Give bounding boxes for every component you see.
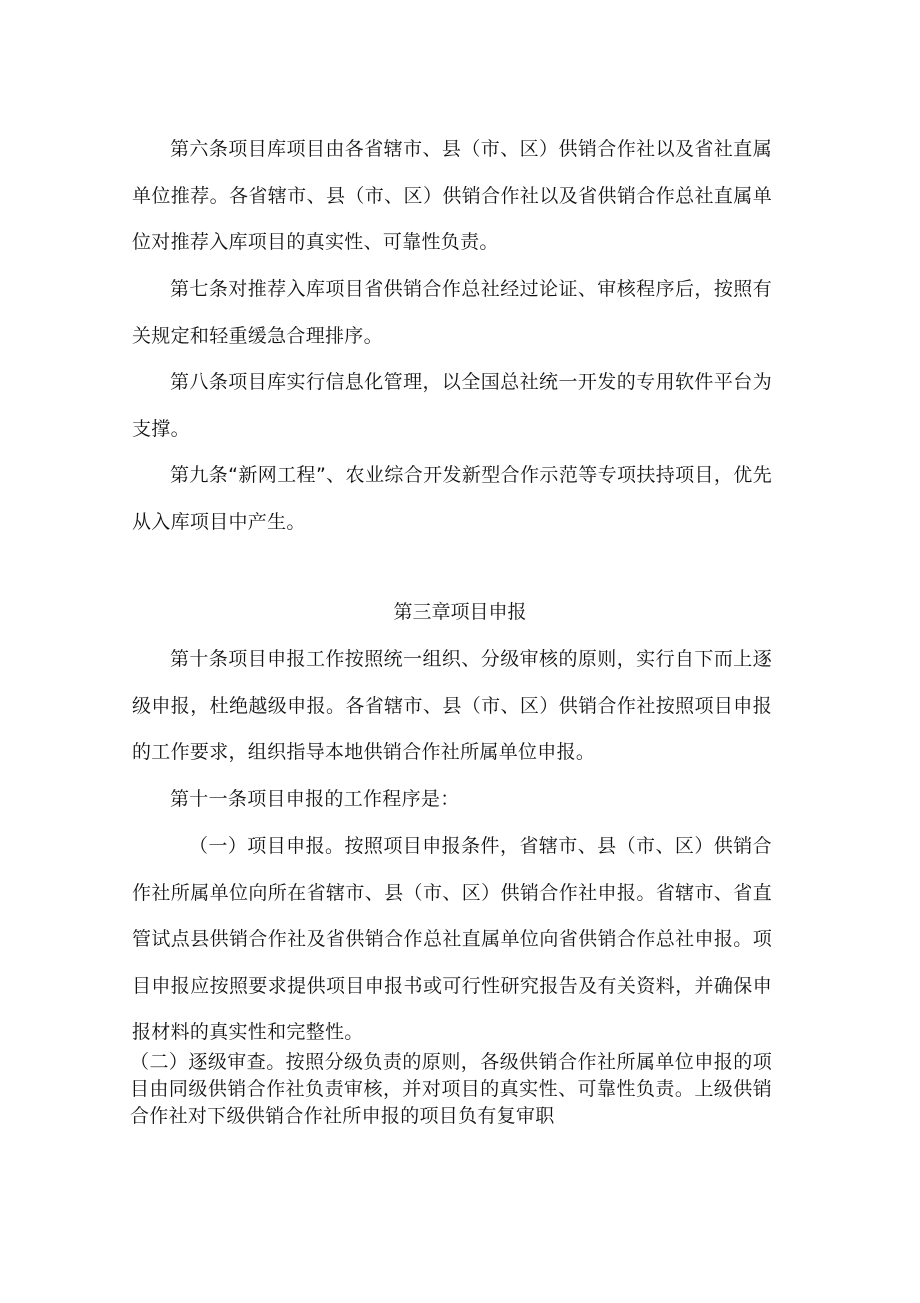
article-6: 第六条项目库项目由各省辖市、县（市、区）供销合作社以及省社直属单位推荐。各省辖市、县（市、区）供销合作社以及省供销合作总社直属单位对推荐入库项目的真实性、可靠性负责。 (132, 138, 772, 253)
article-10: 第十条项目申报工作按照统一组织、分级审核的原则，实行自下而上逐级申报，杜绝越级申报。各省辖市、县（市、区）供销合作社按照项目申报的工作要求，组织指导本地供销合作社所属单位申报。 (132, 648, 772, 763)
article-8: 第八条项目库实行信息化管理，以全国总社统一开发的专用软件平台为支撑。 (132, 371, 772, 440)
article-11: 第十一条项目申报的工作程序是： (170, 788, 460, 810)
chapter-heading: 第三章项目申报 (393, 601, 527, 623)
procedure-item-1: （一）项目申报。按照项目申报条件，省辖市、县（市、区）供销合作社所属单位向所在省辖市、县（市、区）供销合作社申报。省辖市、省直管试点县供销合作社及省供销合作总社直属单位向省供销合作总社申报。项目申报应按照要求提供项目申报书或可行性研究报告及有关资料，并确保申报材料的真实性和完整性。 (132, 835, 772, 1043)
article-9: 第九条“新网工程”、农业综合开发新型合作示范等专项扶持项目，优先从入库项目中产生。 (132, 464, 772, 533)
procedure-item-2: （二）逐级审查。按照分级负责的原则，各级供销合作社所属单位申报的项目由同级供销合作社负责审核，并对项目的真实性、可靠性负责。上级供销合作社对下级供销合作社所申报的项目负有复审职 (130, 1051, 772, 1127)
article-7: 第七条对推荐入库项目省供销合作总社经过论证、审核程序后，按照有关规定和轻重缓急合理排序。 (132, 278, 772, 347)
